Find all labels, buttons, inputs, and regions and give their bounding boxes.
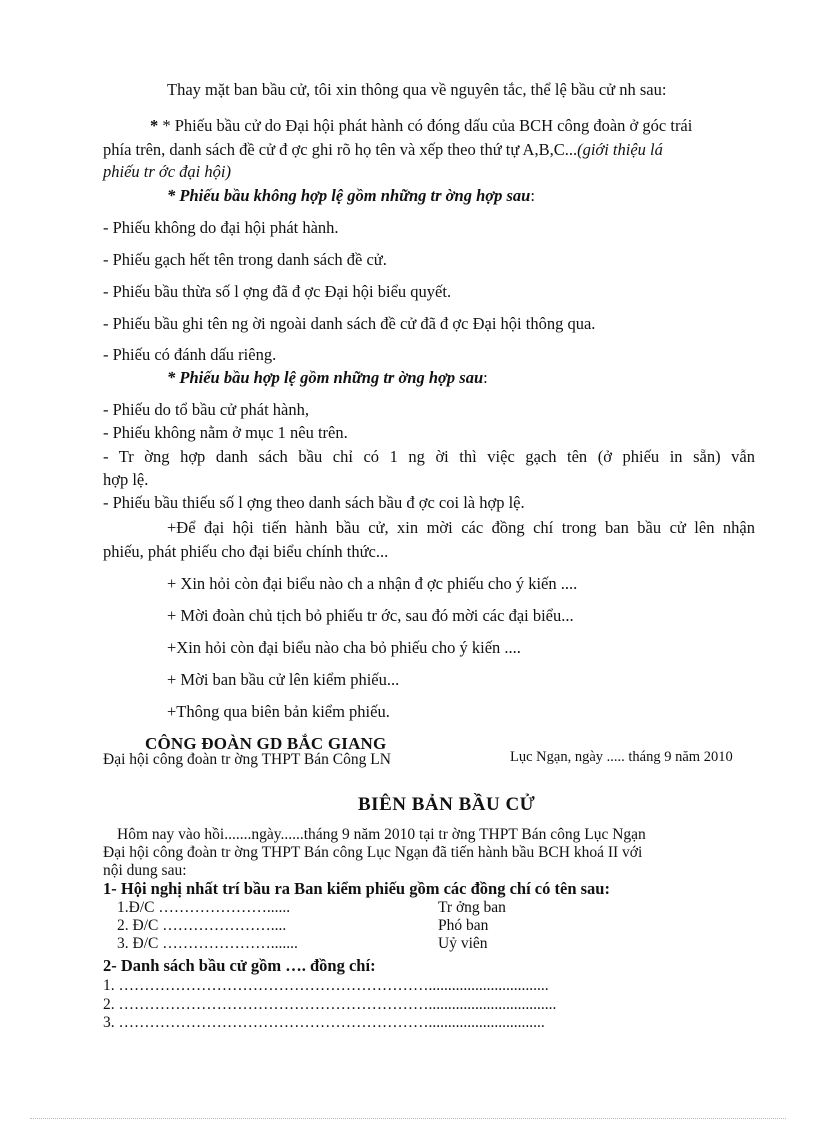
minutes-intro-1: Hôm nay vào hồi.......ngày......tháng 9 năm 2010 tại tr ờng THPT Bán công Lục Ngạn <box>117 826 646 843</box>
proceed-line-1: +Để đại hội tiến hành bầu cử, xin mời các đồng chí trong ban bầu cử lên nhận <box>167 518 755 537</box>
congress-name: Đại hội công đoàn tr ờng THPT Bán Công LN <box>103 751 391 768</box>
committee-role: Tr ởng ban <box>438 899 506 916</box>
invalid-heading-colon: : <box>530 186 535 205</box>
valid-item: - Tr ờng hợp danh sách bầu chỉ có 1 ng ời thì việc gạch tên (ở phiếu in sẵn) vẫn <box>103 447 755 466</box>
committee-member: 3. Đ/C …………………....... <box>117 935 298 952</box>
proceed-line-2: phiếu, phát phiếu cho đại biểu chính thức... <box>103 542 389 561</box>
invalid-heading <box>167 186 535 206</box>
valid-item: - Phiếu do tổ bầu cử phát hành, <box>103 400 309 419</box>
minutes-intro-2: Đại hội công đoàn tr ờng THPT Bán công Lục Ngạn đã tiến hành bầu BCH khoá II với <box>103 844 643 861</box>
invalid-item: - Phiếu bầu ghi tên ng ời ngoài danh sách đề cử đã đ ợc Đại hội thông qua. <box>103 314 596 333</box>
section1-heading: 1- Hội nghị nhất trí bầu ra Ban kiểm phiếu gồm các đồng chí có tên sau: <box>103 879 610 898</box>
date-line: Lục Ngạn, ngày ..... tháng 9 năm 2010 <box>510 749 733 765</box>
committee-role: Phó ban <box>438 917 489 934</box>
ballot-rule-line-2 <box>103 140 663 160</box>
invalid-item: - Phiếu gạch hết tên trong danh sách đề cử. <box>103 250 387 269</box>
committee-member: 2. Đ/C ………………….... <box>117 917 287 934</box>
valid-item: - Phiếu không nằm ở mục 1 nêu trên. <box>103 423 348 442</box>
candidate-line: 2. ……………………………………………………................................. <box>103 996 557 1013</box>
ballot-rule-text-2: phía trên, danh sách đề cử đ ợc ghi rõ họ tên và xếp theo thứ tự A,B,C... <box>103 140 578 159</box>
page-footer-rule <box>30 1118 786 1119</box>
invalid-item: - Phiếu bầu thừa số l ợng đã đ ợc Đại hội biểu quyết. <box>103 282 452 301</box>
procedure-step: + Xin hỏi còn đại biểu nào ch a nhận đ ợc phiếu cho ý kiến .... <box>167 574 578 593</box>
procedure-step: +Xin hỏi còn đại biểu nào cha bỏ phiếu cho ý kiến .... <box>167 638 521 657</box>
ballot-rule-line-3: phiếu tr ớc đại hội) <box>103 162 231 181</box>
valid-heading-text: * Phiếu bầu hợp lệ gồm những tr ờng hợp sau <box>167 368 484 387</box>
ballot-rule-text: * Phiếu bầu cử do Đại hội phát hành có đóng dấu của BCH công đoàn ở góc trái <box>162 116 693 135</box>
invalid-item: - Phiếu có đánh dấu riêng. <box>103 345 277 364</box>
valid-item: - Phiếu bầu thiếu số l ợng theo danh sách bầu đ ợc coi là hợp lệ. <box>103 493 525 512</box>
procedure-step: + Mời ban bầu cử lên kiểm phiếu... <box>167 670 400 689</box>
invalid-heading-text: * Phiếu bầu không hợp lệ gồm những tr ờng hợp sau <box>167 186 531 205</box>
ballot-rule-note: (giới thiệu lá <box>577 140 663 159</box>
committee-member: 1.Đ/C …………………...... <box>117 899 291 916</box>
valid-heading <box>167 368 488 388</box>
candidate-line: 3. …………………………………………………….............................. <box>103 1014 545 1031</box>
ballot-rule-line-1: * * Phiếu bầu cử do Đại hội phát hành có đóng dấu của BCH công đoàn ở góc trái <box>150 116 693 135</box>
invalid-item: - Phiếu không do đại hội phát hành. <box>103 218 339 237</box>
section2-heading: 2- Danh sách bầu cử gồm …. đồng chí: <box>103 956 376 975</box>
minutes-intro-3: nội dung sau: <box>103 862 187 879</box>
org-name: CÔNG ĐOÀN GD BẮC GIANG <box>145 734 387 753</box>
procedure-step: + Mời đoàn chủ tịch bỏ phiếu tr ớc, sau đó mời các đại biểu... <box>167 606 574 625</box>
valid-item-cont: hợp lệ. <box>103 470 149 489</box>
procedure-step: +Thông qua biên bản kiểm phiếu. <box>167 702 390 721</box>
committee-role: Uỷ viên <box>438 935 488 952</box>
valid-heading-colon: : <box>483 368 488 387</box>
intro-line: Thay mặt ban bầu cử, tôi xin thông qua về nguyên tắc, thể lệ bầu cử nh sau: <box>167 80 667 99</box>
document-title: BIÊN BẢN BẦU CỬ <box>358 794 536 815</box>
candidate-line: 1. ……………………………………………………............................... <box>103 977 549 994</box>
